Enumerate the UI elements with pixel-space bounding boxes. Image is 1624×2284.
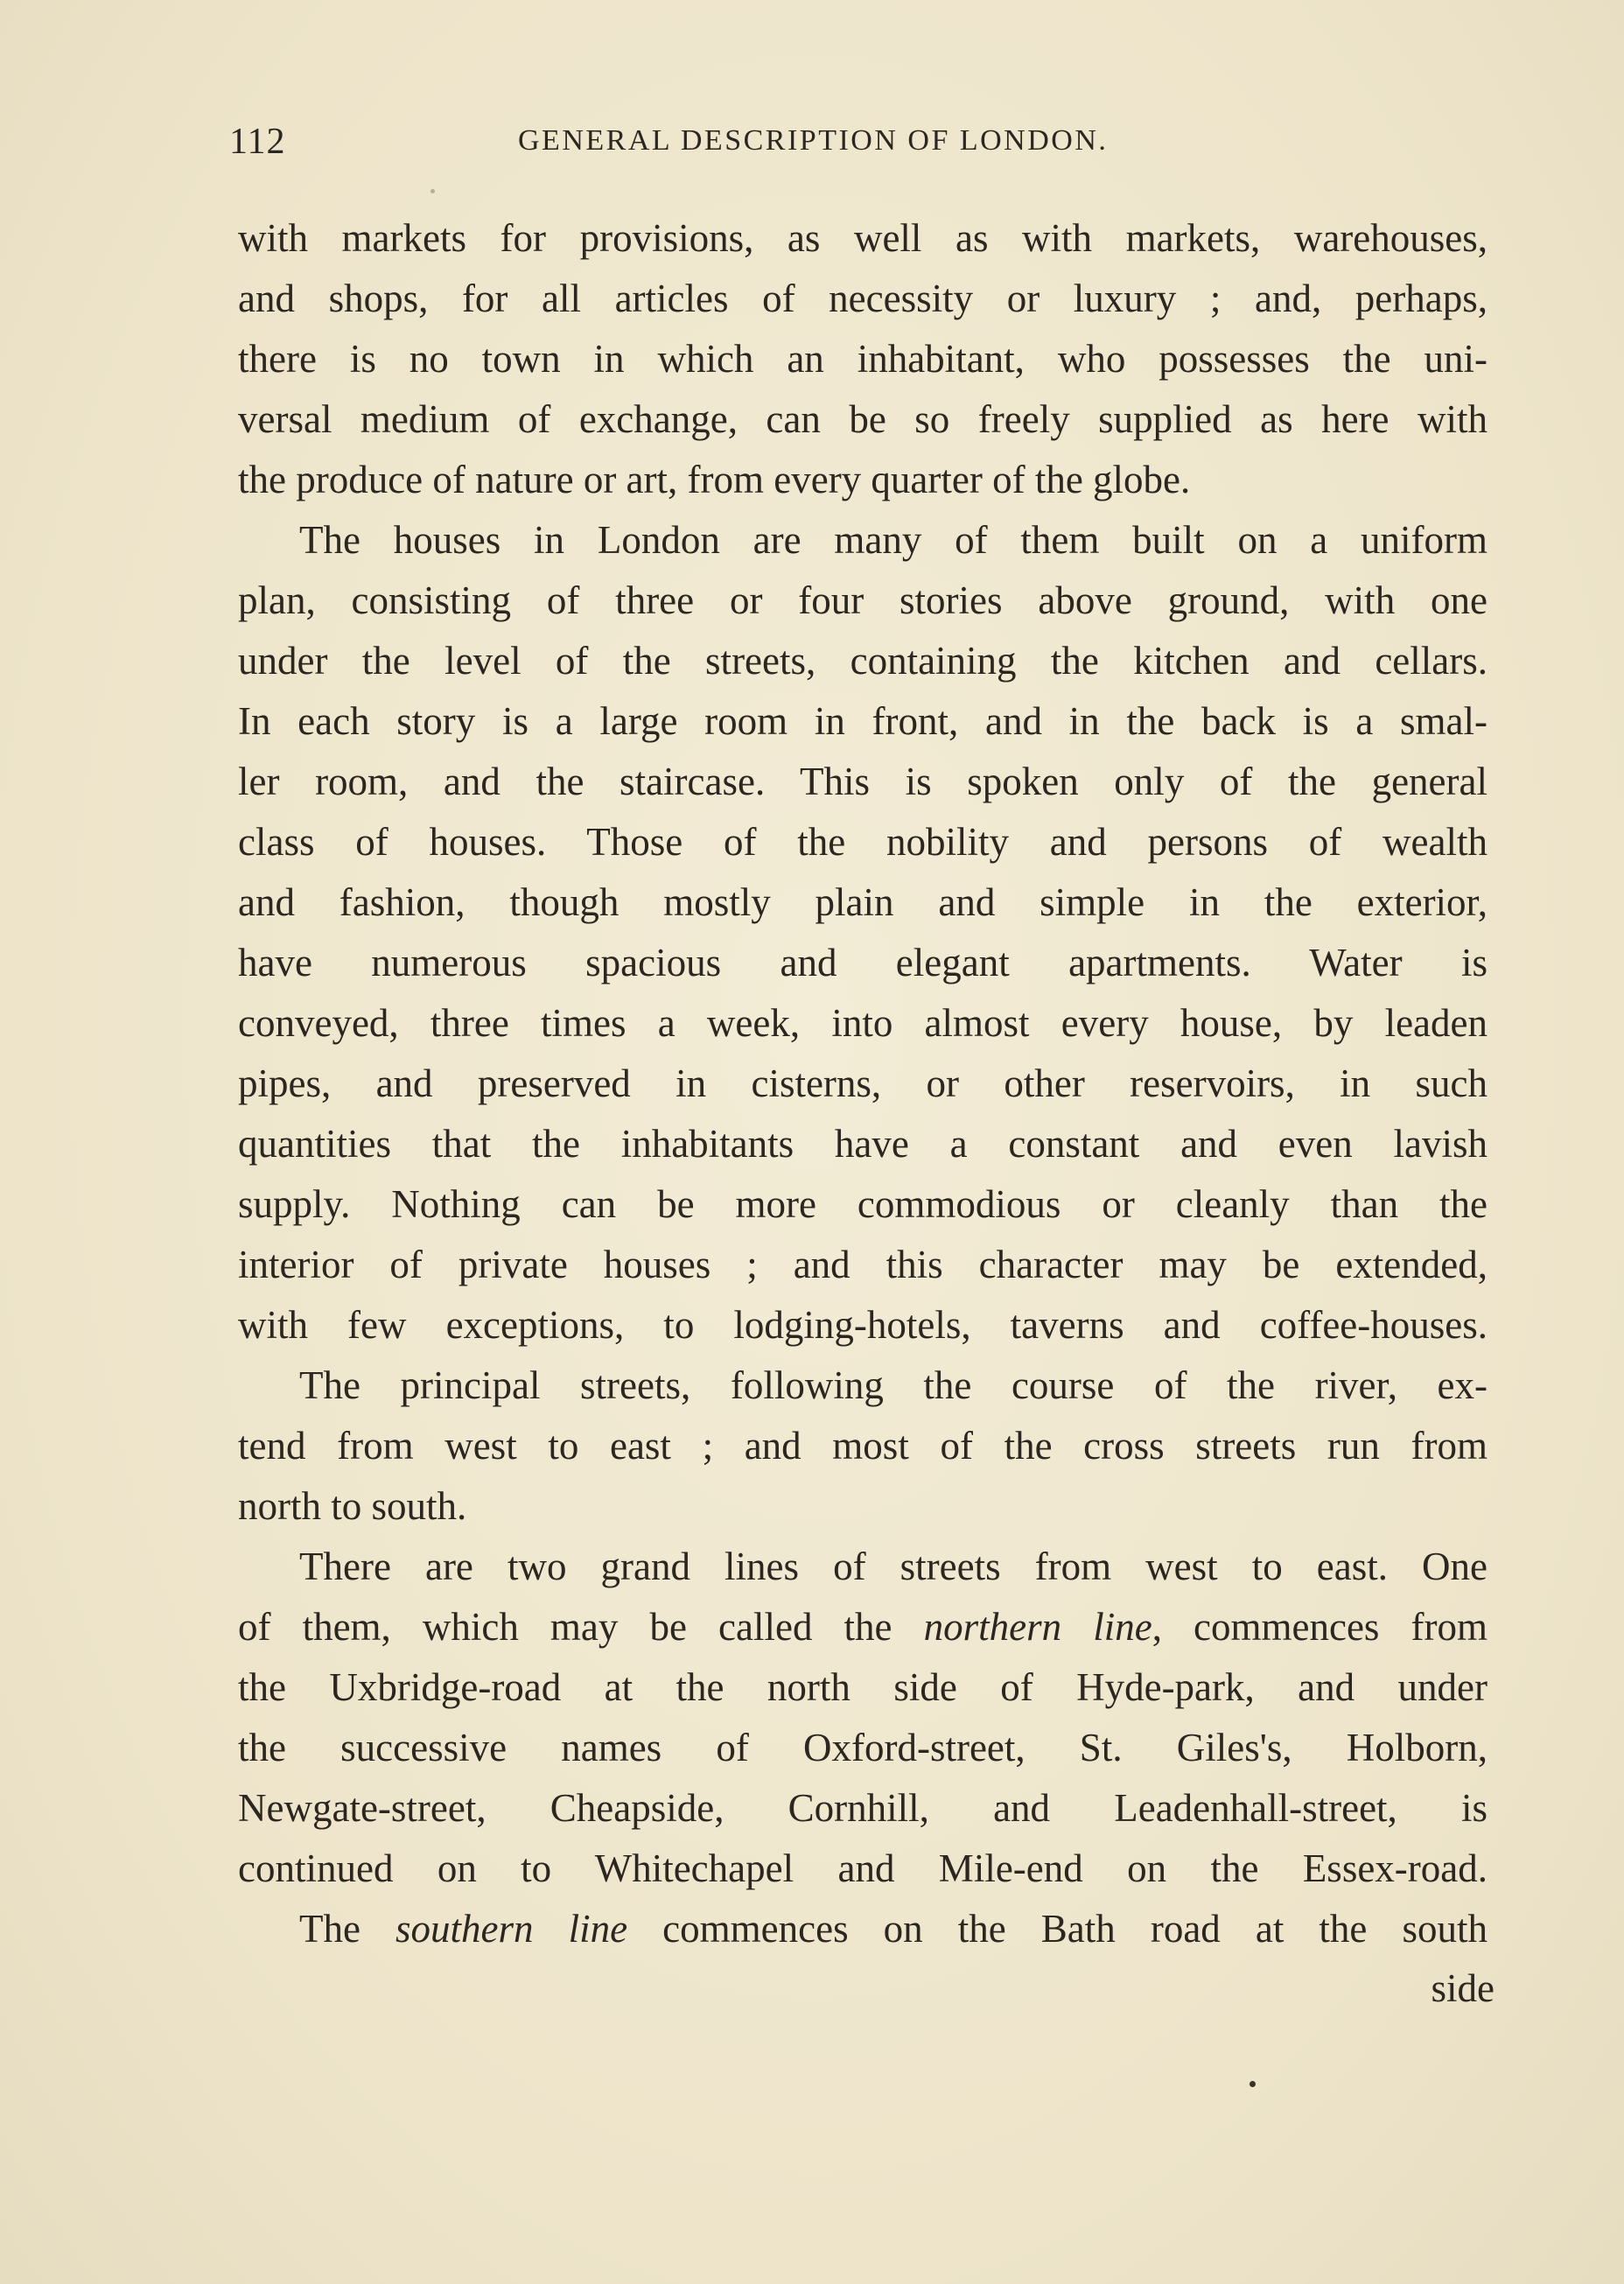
text-line: There are two grand lines of streets from west to east. One: [299, 1545, 1488, 1588]
text-line: plan, consisting of three or four stories above ground, with one: [238, 578, 1488, 622]
text-line: interior of private houses ; and this character may be extended,: [238, 1243, 1488, 1286]
body-text: [238, 208, 1488, 1959]
text-line: the successive names of Oxford-street, St. Giles's, Holborn,: [238, 1726, 1488, 1769]
ink-speck: [1250, 2081, 1256, 2087]
text-line: pipes, and preserved in cisterns, or other reservoirs, in such: [238, 1061, 1488, 1105]
ink-speck: [430, 189, 435, 193]
text-line: versal medium of exchange, can be so freely supplied as here with: [238, 397, 1488, 441]
text-line: and shops, for all articles of necessity or luxury ; and, perhaps,: [238, 277, 1488, 320]
text-line: there is no town in which an inhabitant, who possesses the uni-: [238, 337, 1488, 381]
text-run: The: [299, 1907, 396, 1951]
running-head: [229, 121, 1489, 173]
text-run: commences on the Bath road at the south: [627, 1907, 1488, 1951]
text-line: The houses in London are many of them built on a uniform: [299, 518, 1488, 562]
text-line: with markets for provisions, as well as with markets, warehouses,: [238, 216, 1488, 260]
text-line: quantities that the inhabitants have a constant and even lavish: [238, 1122, 1488, 1166]
text-line: the produce of nature or art, from every quarter of the globe.: [238, 458, 1191, 501]
header-title: GENERAL DESCRIPTION OF LONDON.: [518, 124, 1109, 157]
text-line: the Uxbridge-road at the north side of Hyde-park, and under: [238, 1665, 1488, 1709]
text-line: under the level of the streets, containing the kitchen and cellars.: [238, 639, 1488, 683]
text-line: [238, 1597, 1488, 1657]
text-line: class of houses. Those of the nobility and persons of wealth: [238, 820, 1488, 864]
text-line: ler room, and the staircase. This is spoken only of the general: [238, 760, 1488, 803]
text-line: supply. Nothing can be more commodious or cleanly than the: [238, 1182, 1488, 1226]
text-line: [238, 1899, 1488, 1959]
text-line: The principal streets, following the course of the river, ex-: [299, 1363, 1488, 1407]
text-line: continued on to Whitechapel and Mile-end on the Essex-road.: [238, 1846, 1488, 1890]
text-run: , commences from: [1152, 1605, 1488, 1649]
italic-term: southern line: [396, 1907, 628, 1951]
text-line: and fashion, though mostly plain and simple in the exterior,: [238, 880, 1488, 924]
text-line: tend from west to east ; and most of the cross streets run from: [238, 1424, 1488, 1468]
text-line: north to south.: [238, 1484, 467, 1528]
page-number: 112: [229, 122, 286, 162]
catchword: side: [1431, 1966, 1494, 2010]
text-line: Newgate-street, Cheapside, Cornhill, and Leadenhall-street, is: [238, 1786, 1488, 1830]
text-run: of them, which may be called the: [238, 1605, 924, 1649]
text-line: have numerous spacious and elegant apartments. Water is: [238, 941, 1488, 984]
text-line: In each story is a large room in front, and in the back is a smal-: [238, 699, 1488, 743]
text-line: with few exceptions, to lodging-hotels, taverns and coffee-houses.: [238, 1303, 1488, 1347]
italic-term: northern line: [923, 1605, 1152, 1649]
text-line: conveyed, three times a week, into almost every house, by leaden: [238, 1001, 1488, 1045]
